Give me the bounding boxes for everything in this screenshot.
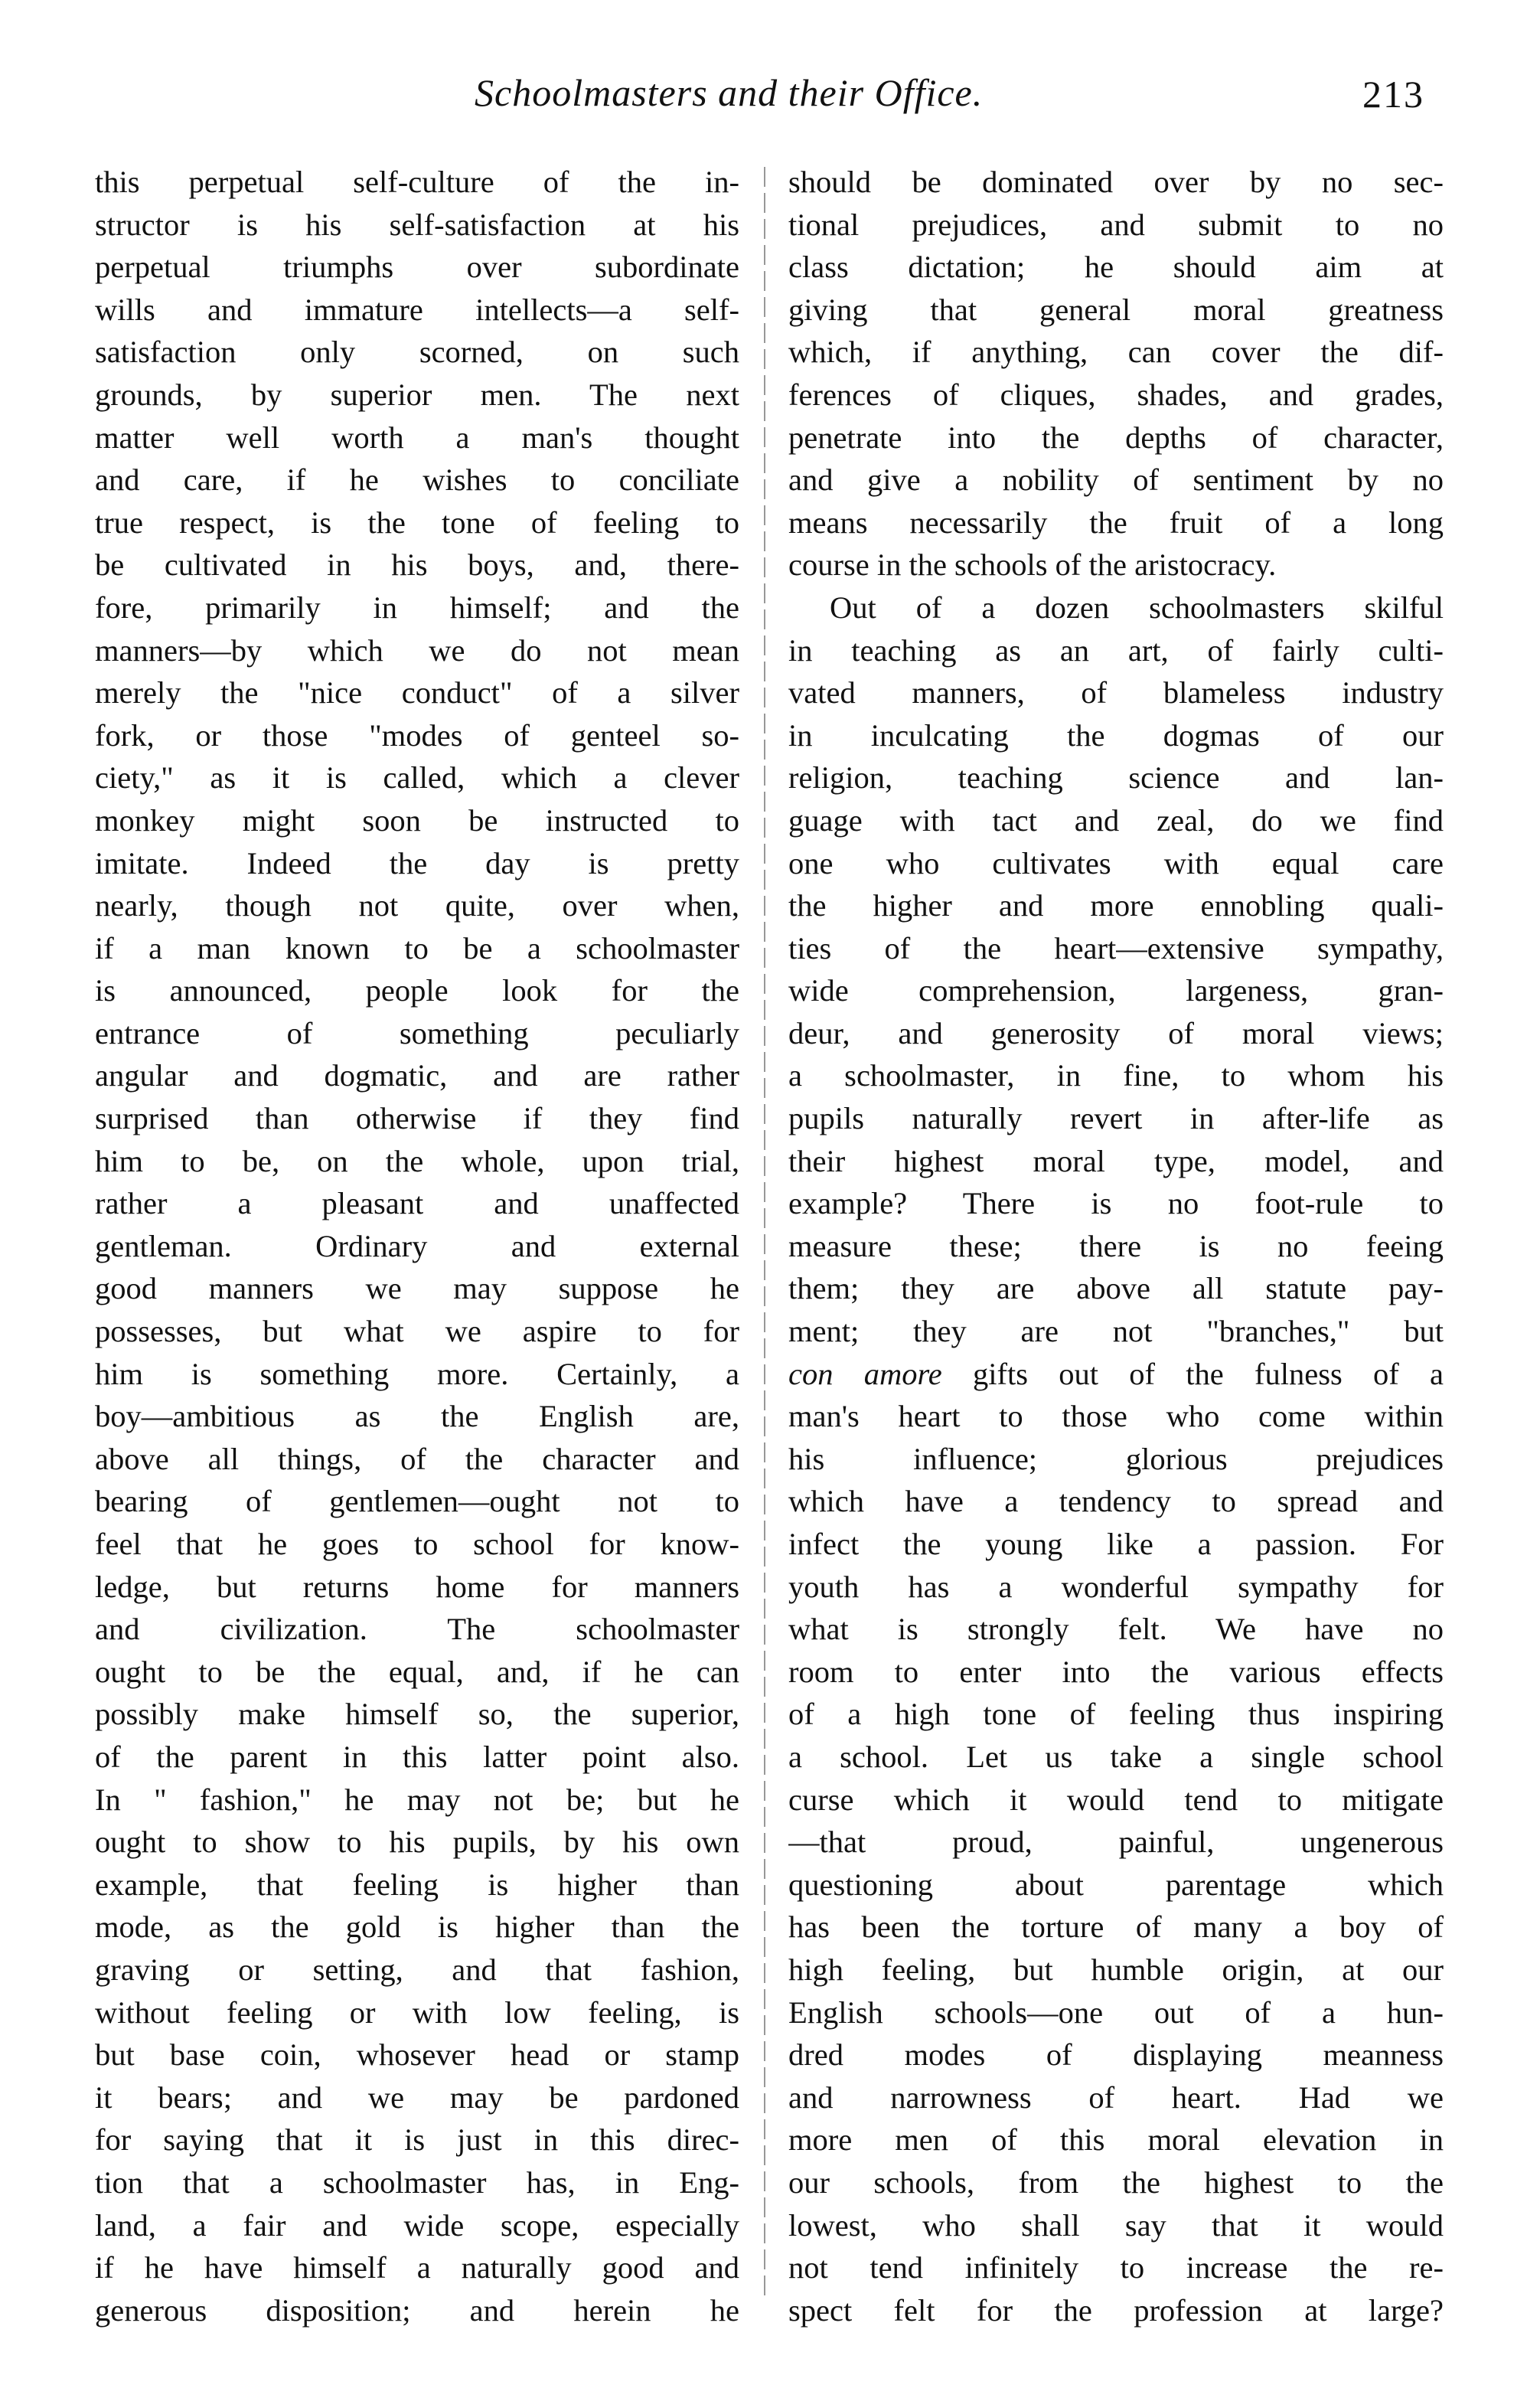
text-line: surprised than otherwise if they find	[95, 1101, 739, 1136]
text-line: ought to show to his pupils, by his own	[95, 1825, 739, 1860]
text-line: example? There is no foot-rule to	[788, 1186, 1444, 1221]
text-line: him is something more. Certainly, a	[95, 1356, 739, 1391]
text-line: structor is his self-satisfaction at his	[95, 207, 739, 242]
text-line: imitate. Indeed the day is pretty	[95, 845, 739, 880]
text-line: room to enter into the various effects	[788, 1654, 1444, 1689]
text-line: which have a tendency to spread and	[788, 1484, 1444, 1519]
column-divider	[764, 167, 765, 2295]
text-line: man's heart to those who come within	[788, 1399, 1444, 1434]
text-line: dred modes of displaying meanness	[788, 2037, 1444, 2073]
text-line: more men of this moral elevation in	[788, 2122, 1444, 2158]
text-line: wide comprehension, largeness, gran-	[788, 973, 1444, 1008]
text-line: bearing of gentlemen—ought not to	[95, 1484, 739, 1519]
text-line: boy—ambitious as the English are,	[95, 1399, 739, 1434]
running-title: Schoolmasters and their Office.	[475, 71, 984, 114]
text-line: angular and dogmatic, and are rather	[95, 1058, 739, 1093]
text-line: in teaching as an art, of fairly culti-	[788, 632, 1444, 668]
text-line: and narrowness of heart. Had we	[788, 2079, 1444, 2115]
text-line: monkey might soon be instructed to	[95, 802, 739, 838]
text-line: tion that a schoolmaster has, in Eng-	[95, 2164, 739, 2200]
text-line: what is strongly felt. We have no	[788, 1612, 1444, 1647]
paragraph-start-line: Out of a dozen schoolmasters skilful	[830, 590, 1444, 625]
text-line: ought to be the equal, and, if he can	[95, 1654, 739, 1689]
text-line: which, if anything, can cover the dif-	[788, 335, 1444, 370]
text-line: ment; they are not "branches," but	[788, 1314, 1444, 1349]
text-line: this perpetual self-culture of the in-	[95, 165, 739, 199]
text-line: him to be, on the whole, upon trial,	[95, 1143, 739, 1178]
text-line: ledge, but returns home for manners	[95, 1569, 739, 1604]
text-line: matter well worth a man's thought	[95, 420, 739, 455]
text-line: the higher and more ennobling quali-	[788, 888, 1444, 923]
text-line: is announced, people look for the	[95, 973, 739, 1008]
text-line: grounds, by superior men. The next	[95, 377, 739, 412]
text-line: ciety," as it is called, which a clever	[95, 760, 739, 796]
text-line: guage with tact and zeal, do we find	[788, 802, 1444, 838]
text-line: a school. Let us take a single school	[788, 1739, 1444, 1774]
text-line: and civilization. The schoolmaster	[95, 1612, 739, 1647]
text-line: if a man known to be a schoolmaster	[95, 930, 739, 965]
text-line-with-italic	[788, 1353, 1444, 1396]
text-line: entrance of something peculiarly	[95, 1015, 739, 1050]
text-line: infect the young like a passion. For	[788, 1527, 1444, 1561]
text-line: youth has a wonderful sympathy for	[788, 1569, 1444, 1604]
text-line: in inculcating the dogmas of our	[788, 717, 1444, 753]
text-line: example, that feeling is higher than	[95, 1867, 739, 1902]
text-line: land, a fair and wide scope, especially	[95, 2207, 739, 2243]
text-line: fore, primarily in himself; and the	[95, 590, 739, 625]
text-line: and care, if he wishes to conciliate	[95, 462, 739, 498]
text-line: of a high tone of feeling thus inspiring	[788, 1697, 1444, 1732]
text-line: questioning about parentage which	[788, 1867, 1444, 1902]
text-line: deur, and generosity of moral views;	[788, 1015, 1444, 1050]
text-line: mode, as the gold is higher than the	[95, 1910, 739, 1945]
text-line: manners—by which we do not mean	[95, 632, 739, 668]
text-line: one who cultivates with equal care	[788, 845, 1444, 880]
text-line: religion, teaching science and lan-	[788, 760, 1444, 796]
right-column	[788, 161, 1444, 2331]
text-line: vated manners, of blameless industry	[788, 675, 1444, 711]
text-line: a schoolmaster, in fine, to whom his	[788, 1058, 1444, 1093]
text-line: pupils naturally revert in after-life as	[788, 1101, 1444, 1136]
text-line: his influence; glorious prejudices	[788, 1441, 1444, 1476]
text-line: satisfaction only scorned, on such	[95, 335, 739, 370]
text-line: possesses, but what we aspire to for	[95, 1314, 739, 1349]
text-line: class dictation; he should aim at	[788, 250, 1444, 285]
text-line: ferences of cliques, shades, and grades,	[788, 377, 1444, 412]
text-line: gentleman. Ordinary and external	[95, 1228, 739, 1263]
text-line: rather a pleasant and unaffected	[95, 1186, 739, 1221]
text-line: high feeling, but humble origin, at our	[788, 1952, 1444, 1987]
text-line: lowest, who shall say that it would	[788, 2207, 1444, 2243]
text-line: if he have himself a naturally good and	[95, 2250, 739, 2285]
text-line: measure these; there is no feeing	[788, 1228, 1444, 1263]
text-line: but base coin, whosever head or stamp	[95, 2037, 739, 2073]
text-line: and give a nobility of sentiment by no	[788, 462, 1444, 498]
text-line: their highest moral type, model, and	[788, 1143, 1444, 1178]
text-line: nearly, though not quite, over when,	[95, 888, 739, 923]
text-line: English schools—one out of a hun-	[788, 1995, 1444, 2030]
page-number: 213	[1362, 73, 1424, 116]
text-line: not tend infinitely to increase the re-	[788, 2250, 1444, 2285]
text-line: —that proud, painful, ungenerous	[788, 1825, 1444, 1860]
text-fragment: gifts out of the fulness of a	[973, 1356, 1444, 1391]
text-line: wills and immature intellects—a self-	[95, 292, 739, 327]
text-line: of the parent in this latter point also.	[95, 1739, 739, 1774]
text-line: fork, or those "modes of genteel so-	[95, 717, 739, 753]
text-line: generous disposition; and herein he	[95, 2292, 739, 2328]
text-line: ties of the heart—extensive sympathy,	[788, 930, 1444, 965]
text-line: curse which it would tend to mitigate	[788, 1782, 1444, 1817]
text-line: feel that he goes to school for know-	[95, 1527, 739, 1561]
text-line: graving or setting, and that fashion,	[95, 1952, 739, 1987]
text-line: be cultivated in his boys, and, there-	[95, 547, 739, 583]
text-line: it bears; and we may be pardoned	[95, 2079, 739, 2115]
text-line: spect felt for the profession at large?	[788, 2292, 1444, 2328]
text-line: for saying that it is just in this direc-	[95, 2122, 739, 2158]
text-line: should be dominated over by no sec-	[788, 165, 1444, 199]
text-line: merely the "nice conduct" of a silver	[95, 675, 739, 711]
text-line: them; they are above all statute pay-	[788, 1271, 1444, 1306]
left-column	[95, 161, 739, 2331]
text-line: without feeling or with low feeling, is	[95, 1995, 739, 2030]
text-line: possibly make himself so, the superior,	[95, 1697, 739, 1732]
text-line: has been the torture of many a boy of	[788, 1910, 1444, 1945]
text-line: giving that general moral greatness	[788, 292, 1444, 327]
text-line: above all things, of the character and	[95, 1441, 739, 1476]
text-line: course in the schools of the aristocracy.	[788, 547, 1277, 583]
text-line: good manners we may suppose he	[95, 1271, 739, 1306]
text-line: penetrate into the depths of character,	[788, 420, 1444, 455]
text-line: perpetual triumphs over subordinate	[95, 250, 739, 285]
text-line: true respect, is the tone of feeling to	[95, 505, 739, 540]
page-header	[0, 70, 1540, 124]
text-line: In " fashion," he may not be; but he	[95, 1782, 739, 1817]
text-line: our schools, from the highest to the	[788, 2164, 1444, 2200]
text-line: tional prejudices, and submit to no	[788, 207, 1444, 242]
italic-phrase: con amore	[788, 1356, 942, 1391]
text-line: means necessarily the fruit of a long	[788, 505, 1444, 540]
